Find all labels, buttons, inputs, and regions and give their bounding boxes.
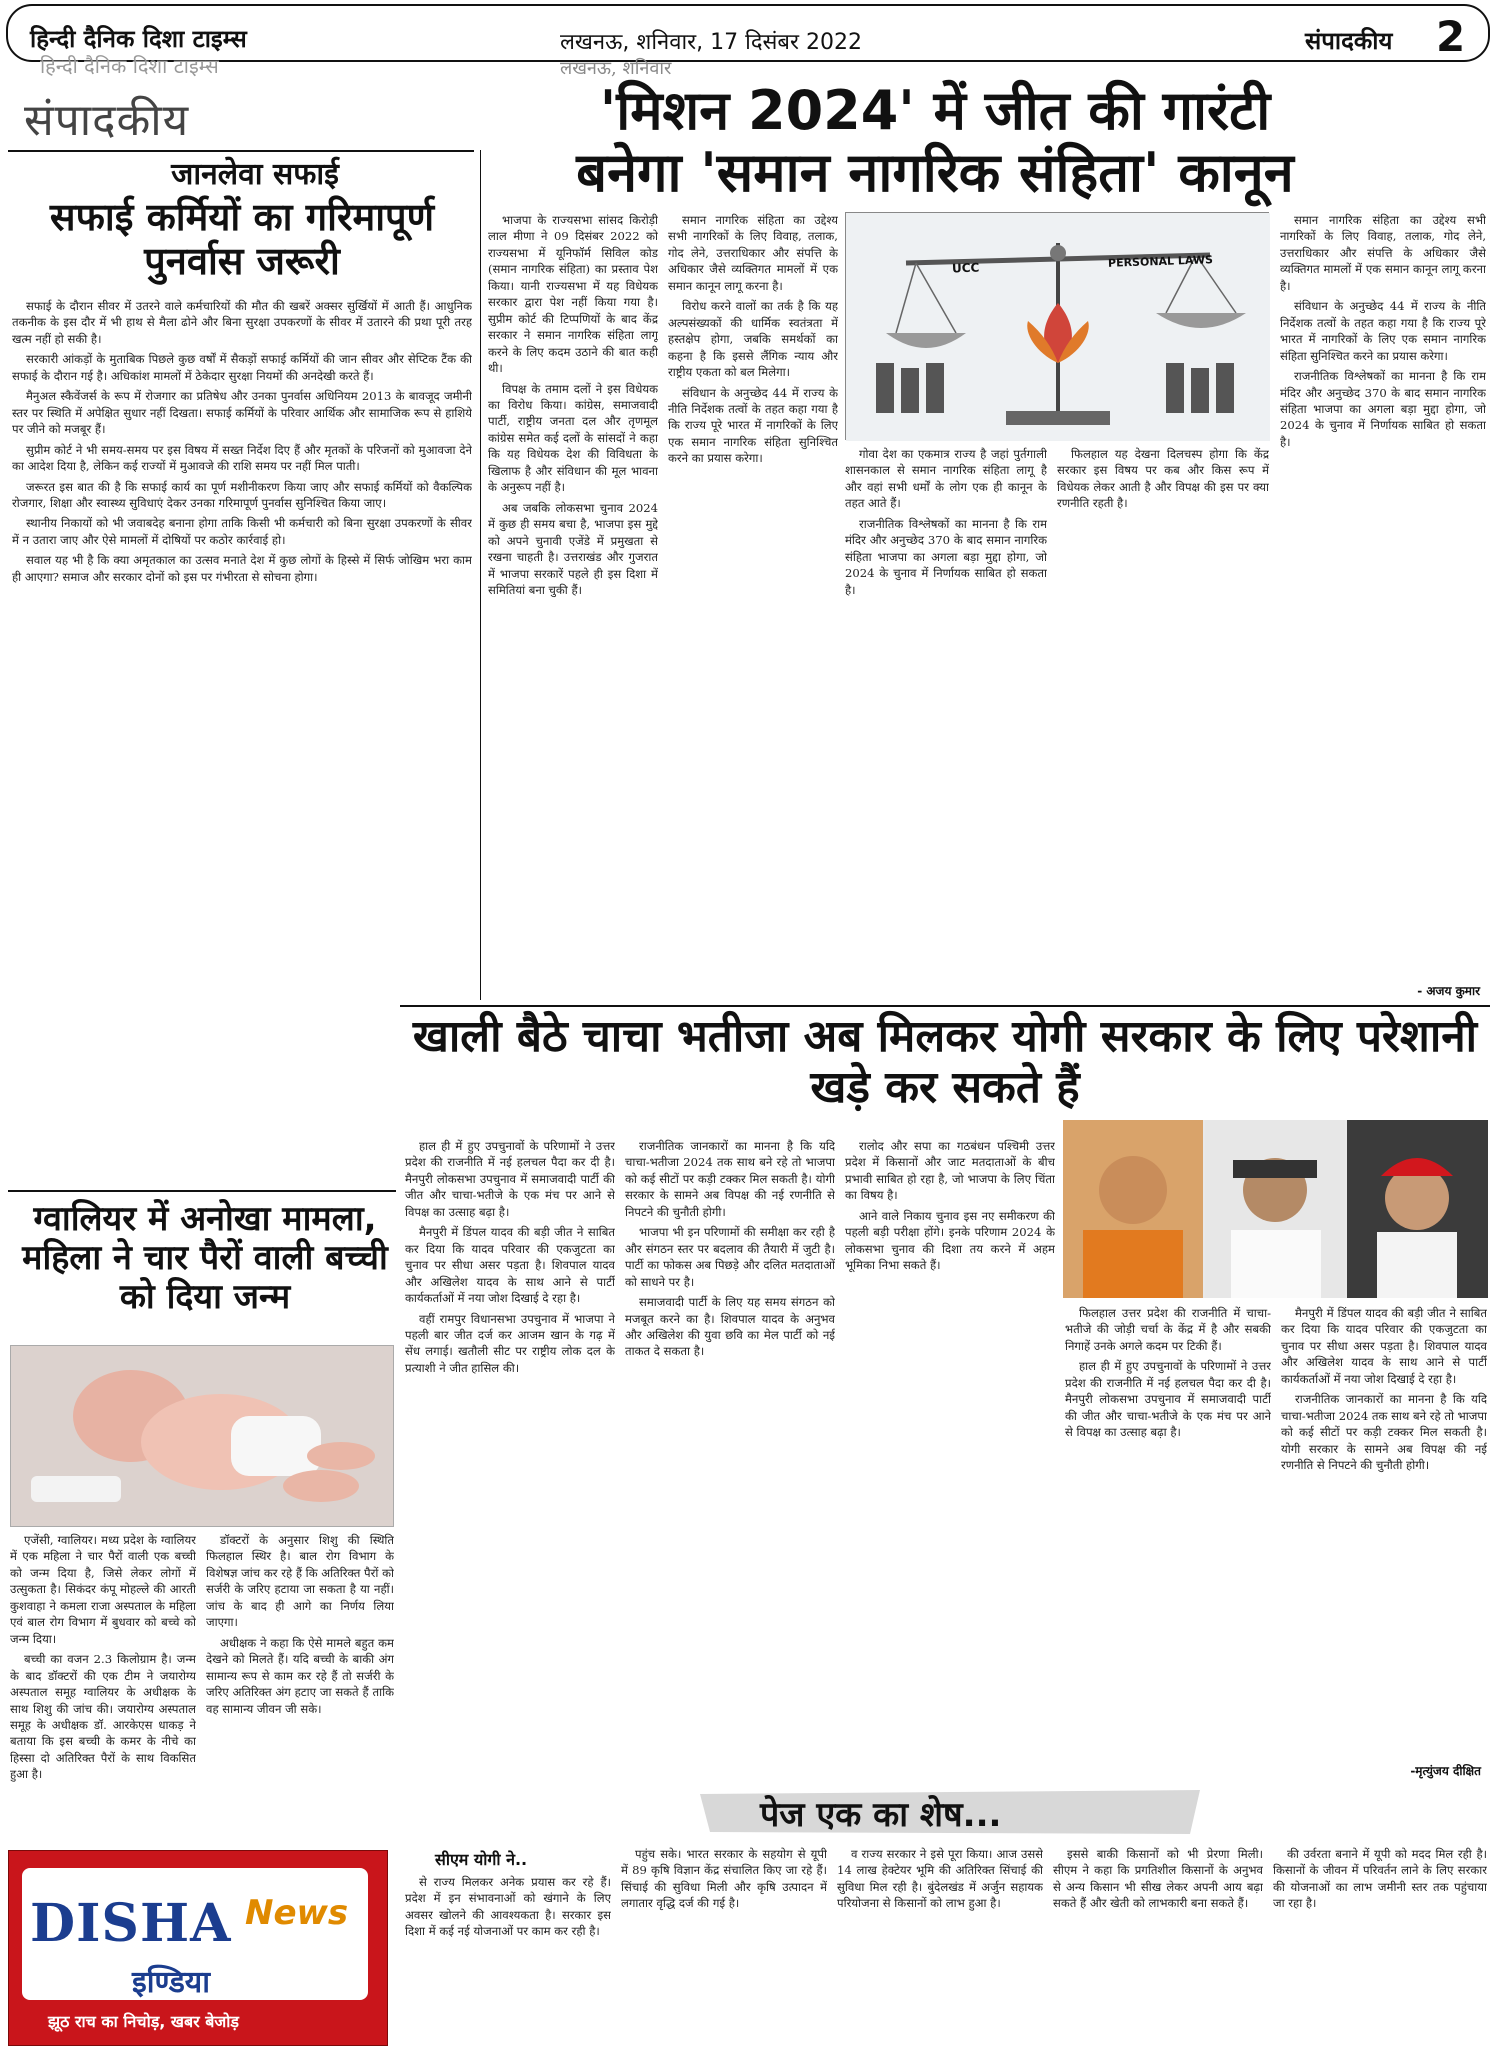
paragraph: एजेंसी, ग्वालियर। मध्य प्रदेश के ग्वालियर में एक महिला ने चार पैरों वाली एक बच्ची को जन्म दिया है, जिसे लेकर लोगों में उत्सुकता है। सिकंदर कंपू मोहल्ले की आरती कुशवाहा ने कमला राजा अस्पताल के महिला एवं बाल रोग विभाग में बुधवार को बच्चे को जन्म दिया। <box>10 1533 196 1646</box>
politicians-photo-icon <box>1063 1120 1488 1298</box>
paragraph: सवाल यह भी है कि क्या अमृतकाल का उत्सव मनाते देश में कुछ लोगों के हिस्से में सिर्फ जोखिम भरा काम ही आएगा? समाज और सरकार दोनों को इस पर गंभीरता से सोचना होगा। <box>12 553 472 584</box>
ad-logo-news: News <box>245 1893 349 1933</box>
paragraph: राजनीतिक जानकारों का मानना है कि यदि चाचा-भतीजा 2024 तक साथ बने रहे तो भाजपा को कई सीटों पर कड़ी टक्कर मिल सकती है। योगी सरकार के सामने अब विपक्ष की नई रणनीति से निपटने की चुनौती होगी। <box>625 1139 835 1219</box>
gwalior-column-2 <box>206 1532 394 1842</box>
date-line: लखनऊ, शनिवार, 17 दिसंबर 2022 <box>560 30 862 55</box>
scales-cartoon <box>845 212 1269 440</box>
paragraph: अधीक्षक ने कहा कि ऐसे मामले बहुत कम देखने को मिलते हैं। यदि बच्ची के बाकी अंग सामान्य रूप से काम कर रहे हैं तो सर्जरी के जरिए अतिरिक्त अंग हटाए जा सकते हैं ताकि वह सामान्य जीवन जी सके। <box>206 1635 394 1716</box>
paragraph: स्थानीय निकायों को भी जवाबदेह बनाना होगा ताकि किसी भी कर्मचारी को बिना सुरक्षा उपकरणों के सीवर में न उतारा जाए और ऐसे मामलों में दोषियों पर कठोर कार्रवाई हो। <box>12 516 472 547</box>
main-story-column-2 <box>668 212 838 1002</box>
paragraph: विपक्ष के तमाम दलों ने इस विधेयक का विरोध किया। कांग्रेस, समाजवादी पार्टी, राष्ट्रीय जनता दल और तृणमूल कांग्रेस समेत कई दलों के सांसदों ने कहा कि यह विधेयक देश की विविधता के खिलाफ है और संविधान की मूल भावना के अनुरूप नहीं है। <box>488 381 658 495</box>
bleed-through-text-2: लखनऊ, शनिवार <box>560 58 672 79</box>
paragraph: जरूरत इस बात की है कि सफाई कार्य का पूर्ण मशीनीकरण किया जाए और सफाई कर्मियों को वैकल्पिक रोजगार, शिक्षा और स्वास्थ्य सुविधाएं देकर उनका गरिमापूर्ण पुनर्वास सुनिश्चित किया जाए। <box>12 479 472 510</box>
paragraph: से राज्य मिलकर अनेक प्रयास कर रहे हैं। प्रदेश में इन संभावनाओं को खंगाने के लिए अवसर खोलने की आवश्यकता है। सरकार इस दिशा में कई नई योजनाओं पर काम कर रही है। <box>405 1875 611 1939</box>
paragraph: गोवा देश का एकमात्र राज्य है जहां पुर्तगाली शासनकाल से समान नागरिक संहिता लागू है और वहां सभी धर्मों के लोग एक ही कानून के तहत आते हैं। <box>845 447 1047 511</box>
paragraph: बच्ची का वजन 2.3 किलोग्राम है। जन्म के बाद डॉक्टरों की एक टीम ने जयारोग्य अस्पताल समूह ग्वालियर के अधीक्षक के साथ शिशु की जांच की। जयारोग्य अस्पताल समूह के अधीक्षक डॉ. आरकेएस धाकड़ ने बताया कि इस बच्ची के कमर के नीचे का हिस्सा दो अतिरिक्त पैरों के साथ विकसित हुआ है। <box>10 1652 196 1782</box>
paragraph: सुप्रीम कोर्ट ने भी समय-समय पर इस विषय में सख्त निर्देश दिए हैं और मृतकों के परिजनों को मुआवजा देने का आदेश दिया है, लेकिन कई राज्यों में मुआवजे की राशि समय पर नहीं मिल पाती। <box>12 442 472 474</box>
paragraph: पहुंच सके। भारत सरकार के सहयोग से यूपी में 89 कृषि विज्ञान केंद्र संचालित किए जा रहे हैं। सिंचाई की सुविधा मिली और कृषि उत्पादन में लगातार वृद्धि दर्ज की गई है। <box>621 1847 827 1911</box>
paragraph: मैनपुरी में डिंपल यादव की बड़ी जीत ने साबित कर दिया कि यादव परिवार की एकजुटता का चुनाव पर सीधा असर पड़ता है। शिवपाल यादव और अखिलेश यादव के साथ आने से पार्टी कार्यकर्ताओं में नया जोश दिखाई दे रहा है। <box>1281 1306 1487 1386</box>
paragraph: फिलहाल यह देखना दिलचस्प होगा कि केंद्र सरकार इस विषय पर कब और किस रूप में विधेयक लेकर आती है और विपक्ष की इस पर क्या रणनीति रहती है। <box>1057 447 1269 511</box>
page-number: 2 <box>1436 12 1466 61</box>
gwalior-headline: ग्वालियर में अनोखा मामला, महिला ने चार पैरों वाली बच्ची को दिया जन्म <box>22 1199 388 1318</box>
remaining-column-2 <box>621 1846 827 2044</box>
politics-column-1 <box>405 1138 615 1778</box>
politics-byline: -मृत्युंजय दीक्षित <box>1410 1764 1481 1778</box>
paragraph: इससे बाकी किसानों को भी प्रेरणा मिली। सीएम ने कहा कि प्रगतिशील किसानों के अनुभव से अन्य किसान भी सीख लेकर अपनी आय बढ़ा सकते हैं और खेती को लाभकारी बना सकते हैं। <box>1053 1847 1263 1911</box>
cm-yogi-headline: सीएम योगी ने.. <box>435 1850 528 1869</box>
cartoon-label-personal-laws: PERSONAL LAWS <box>1107 253 1214 270</box>
politics-column-4 <box>1065 1305 1271 1778</box>
paragraph: सरकारी आंकड़ों के मुताबिक पिछले कुछ वर्षों में सैकड़ों सफाई कर्मियों की जान सीवर और सेप्टिक टैंक की सफाई के दौरान गई है। अधिकांश मामलों में ठेकेदार सुरक्षा नियमों की अनदेखी करते हैं। <box>12 352 472 383</box>
remaining-column-4 <box>1053 1846 1263 2044</box>
paragraph: मैनुअल स्कैवेंजर्स के रूप में रोजगार का प्रतिषेध और उनका पुनर्वास अधिनियम 2013 के बावजूद जमीनी स्तर पर स्थिति में अपेक्षित सुधार नहीं दिखता। सफाई कर्मियों के परिवार आर्थिक और सामाजिक रूप से हाशिये पर जीने को मजबूर हैं। <box>12 389 472 437</box>
paragraph: राजनीतिक विश्लेषकों का मानना है कि राम मंदिर और अनुच्छेद 370 के बाद समान नागरिक संहिता भाजपा का अगला बड़ा मुद्दा होगा, जो 2024 के चुनाव में निर्णायक साबित हो सकता है। <box>1280 369 1486 449</box>
newborn-photo-icon <box>11 1346 394 1527</box>
ad-tagline: झूठ राच का निचोड़, खबर बेजोड़ <box>48 2012 239 2031</box>
main-story-column-4 <box>1057 446 1269 1002</box>
ad-logo-disha: DISHA <box>30 1893 232 1954</box>
politics-headline: खाली बैठे चाचा भतीजा अब मिलकर योगी सरकार के लिए परेशानी खड़े कर सकते हैं <box>412 1011 1478 1113</box>
newspaper-name: हिन्दी दैनिक दिशा टाइम्स <box>30 25 247 53</box>
section-name: संपादकीय <box>1305 27 1393 55</box>
paragraph: समान नागरिक संहिता का उद्देश्य सभी नागरिकों के लिए विवाह, तलाक, गोद लेने, उत्तराधिकार और संपत्ति के अधिकार जैसे व्यक्तिगत मामलों में एक समान कानून लागू करना है। <box>1280 213 1486 293</box>
divider <box>400 1005 1490 1007</box>
paragraph: भाजपा भी इन परिणामों की समीक्षा कर रही है और संगठन स्तर पर बदलाव की तैयारी में जुटी है। पार्टी का फोकस अब पिछड़े और दलित मतदाताओं को साधने पर है। <box>625 1225 835 1289</box>
paragraph: की उर्वरता बनाने में यूपी को मदद मिल रही है। किसानों के जीवन में परिवर्तन लाने के लिए सरकार की योजनाओं का लाभ जमीनी स्तर तक पहुंचाया जा रहा है। <box>1273 1847 1487 1911</box>
column-divider <box>480 150 481 1000</box>
politics-column-5 <box>1281 1305 1487 1760</box>
paragraph: विरोध करने वालों का तर्क है कि यह अल्पसंख्यकों की धार्मिक स्वतंत्रता में हस्तक्षेप होगा, जबकि समर्थकों का कहना है कि इससे लैंगिक न्याय और राष्ट्रीय एकता को बल मिलेगा। <box>668 299 838 380</box>
paragraph: आने वाले निकाय चुनाव इस नए समीकरण की पहली बड़ी परीक्षा होंगे। इनके परिणाम 2024 के लोकसभा चुनाव की दिशा तय करने में अहम भूमिका निभा सकते हैं। <box>845 1208 1055 1273</box>
main-story-column-5 <box>1280 212 1486 980</box>
main-story-byline: - अजय कुमार <box>1417 984 1480 998</box>
cartoon-label-ucc: UCC <box>951 260 980 276</box>
paragraph: भाजपा के राज्यसभा सांसद किरोड़ी लाल मीणा ने 09 दिसंबर 2022 को राज्यसभा में यूनिफॉर्म सिविल कोड (समान नागरिक संहिता) का प्रस्ताव पेश किया। यानी राज्यसभा में यह विधेयक सरकार द्वारा पेश नहीं किया गया है। सुप्रीम कोर्ट की टिप्पणियों के बाद केंद्र सरकार ने समान नागरिक संहिता लागू करने के लिए कदम उठाने की बात कही थी। <box>488 213 658 376</box>
continued-label: पेज एक का शेष... <box>760 1795 1002 1835</box>
section-label: संपादकीय <box>24 95 190 146</box>
bleed-through-text: हिन्दी दैनिक दिशा टाइम्स <box>40 54 219 78</box>
paragraph: समाजवादी पार्टी के लिए यह समय संगठन को मजबूत करने का है। शिवपाल यादव के अनुभव और अखिलेश की युवा छवि का मेल पार्टी को नई ताकत दे सकता है। <box>625 1295 835 1359</box>
remaining-column-5 <box>1273 1846 1487 2044</box>
paragraph: राजनीतिक विश्लेषकों का मानना है कि राम मंदिर और अनुच्छेद 370 के बाद समान नागरिक संहिता भाजपा का अगला बड़ा मुद्दा होगा, जो 2024 के चुनाव में निर्णायक साबित हो सकता है। <box>845 516 1047 597</box>
divider <box>8 1190 396 1192</box>
paragraph: वहीं रामपुर विधानसभा उपचुनाव में भाजपा ने पहली बार जीत दर्ज कर आजम खान के गढ़ में सेंध लगाई। खतौली सीट पर राष्ट्रीय लोक दल के प्रत्याशी ने जीत हासिल की। <box>405 1311 615 1375</box>
politicians-photo <box>1063 1120 1488 1298</box>
left-story-kicker: जानलेवा सफाई <box>171 157 339 192</box>
main-headline: 'मिशन 2024' में जीत की गारंटी बनेगा 'समान नागरिक संहिता' कानून <box>576 79 1294 205</box>
paragraph: संविधान के अनुच्छेद 44 में राज्य के नीति निर्देशक तत्वों के तहत कहा गया है कि राज्य पूरे भारत में नागरिकों के लिए एक समान नागरिक संहिता सुनिश्चित करने का प्रयास करेगा। <box>1280 299 1486 363</box>
paragraph: रालोद और सपा का गठबंधन पश्चिमी उत्तर प्रदेश में किसानों और जाट मतदाताओं के बीच प्रभावी साबित हो रहा है, जो भाजपा के लिए चिंता का विषय है। <box>845 1139 1055 1203</box>
paragraph: सफाई के दौरान सीवर में उतरने वाले कर्मचारियों की मौत की खबरें अक्सर सुर्खियों में आती हैं। आधुनिक तकनीक के इस दौर में भी हाथ से मैला ढोने और बिना सुरक्षा उपकरणों के सीवर में उतारने की प्रथा पूरी तरह खत्म नहीं हो सकी है। <box>12 299 472 346</box>
paragraph: अब जबकि लोकसभा चुनाव 2024 में कुछ ही समय बचा है, भाजपा इस मुद्दे को अपने चुनावी एजेंडे में प्रमुखता से रखना चाहती है। उत्तराखंड और गुजरात में भाजपा सरकारें पहले ही इस दिशा में समितियां बना चुकी हैं। <box>488 500 658 597</box>
gwalior-column-1 <box>10 1532 196 1842</box>
left-story-headline: सफाई कर्मियों का गरिमापूर्ण पुनर्वास जरूरी <box>49 195 435 283</box>
politics-column-3 <box>845 1138 1055 1778</box>
newborn-photo <box>10 1345 394 1527</box>
main-story-column-3 <box>845 446 1047 1002</box>
politics-column-2 <box>625 1138 835 1778</box>
divider <box>8 150 474 152</box>
paragraph: मैनपुरी में डिंपल यादव की बड़ी जीत ने साबित कर दिया कि यादव परिवार की एकजुटता का चुनाव पर सीधा असर पड़ता है। शिवपाल यादव और अखिलेश यादव के साथ आने से पार्टी कार्यकर्ताओं में नया जोश दिखाई दे रहा है। <box>405 1225 615 1306</box>
paragraph: समान नागरिक संहिता का उद्देश्य सभी नागरिकों के लिए विवाह, तलाक, गोद लेने, उत्तराधिकार और संपत्ति के अधिकार जैसे व्यक्तिगत मामलों में एक समान कानून लागू करना है। <box>668 213 838 293</box>
paragraph: डॉक्टरों के अनुसार शिशु की स्थिति फिलहाल स्थिर है। बाल रोग विभाग के विशेषज्ञ जांच कर रहे हैं कि अतिरिक्त पैरों को सर्जरी के जरिए हटाया जा सकता है या नहीं। जांच के बाद ही आगे का निर्णय लिया जाएगा। <box>206 1533 394 1630</box>
paragraph: हाल ही में हुए उपचुनावों के परिणामों ने उत्तर प्रदेश की राजनीति में नई हलचल पैदा कर दी है। मैनपुरी लोकसभा उपचुनाव में समाजवादी पार्टी की जीत और चाचा-भतीजे के एक मंच पर आने से विपक्ष का उत्साह बढ़ा है। <box>405 1139 615 1219</box>
paragraph: हाल ही में हुए उपचुनावों के परिणामों ने उत्तर प्रदेश की राजनीति में नई हलचल पैदा कर दी है। मैनपुरी लोकसभा उपचुनाव में समाजवादी पार्टी की जीत और चाचा-भतीजे के एक मंच पर आने से विपक्ष का उत्साह बढ़ा है। <box>1065 1359 1271 1440</box>
paragraph: फिलहाल उत्तर प्रदेश की राजनीति में चाचा-भतीजे की जोड़ी चर्चा के केंद्र में है और सबकी निगाहें उनके अगले कदम पर टिकी हैं। <box>1065 1306 1271 1353</box>
paragraph: राजनीतिक जानकारों का मानना है कि यदि चाचा-भतीजा 2024 तक साथ बने रहे तो भाजपा को कई सीटों पर कड़ी टक्कर मिल सकती है। योगी सरकार के सामने अब विपक्ष की नई रणनीति से निपटने की चुनौती होगी। <box>1281 1392 1487 1473</box>
remaining-column-3 <box>837 1846 1043 2044</box>
paragraph: व राज्य सरकार ने इसे पूरा किया। आज उससे 14 लाख हेक्टेयर भूमि की अतिरिक्त सिंचाई की सुविधा मिल रही है। बुंदेलखंड में अर्जुन सहायक परियोजना से किसानों को लाभ हुआ है। <box>837 1847 1043 1911</box>
main-story-column-1 <box>488 212 658 1002</box>
paragraph: संविधान के अनुच्छेद 44 में राज्य के नीति निर्देशक तत्वों के तहत कहा गया है कि राज्य पूरे भारत में नागरिकों के लिए एक समान नागरिक संहिता सुनिश्चित करने का प्रयास करेगा। <box>668 385 838 466</box>
ad-logo-india: इण्डिया <box>132 1965 210 2000</box>
scales-icon <box>846 213 1270 441</box>
remaining-column-1 <box>405 1874 611 2044</box>
